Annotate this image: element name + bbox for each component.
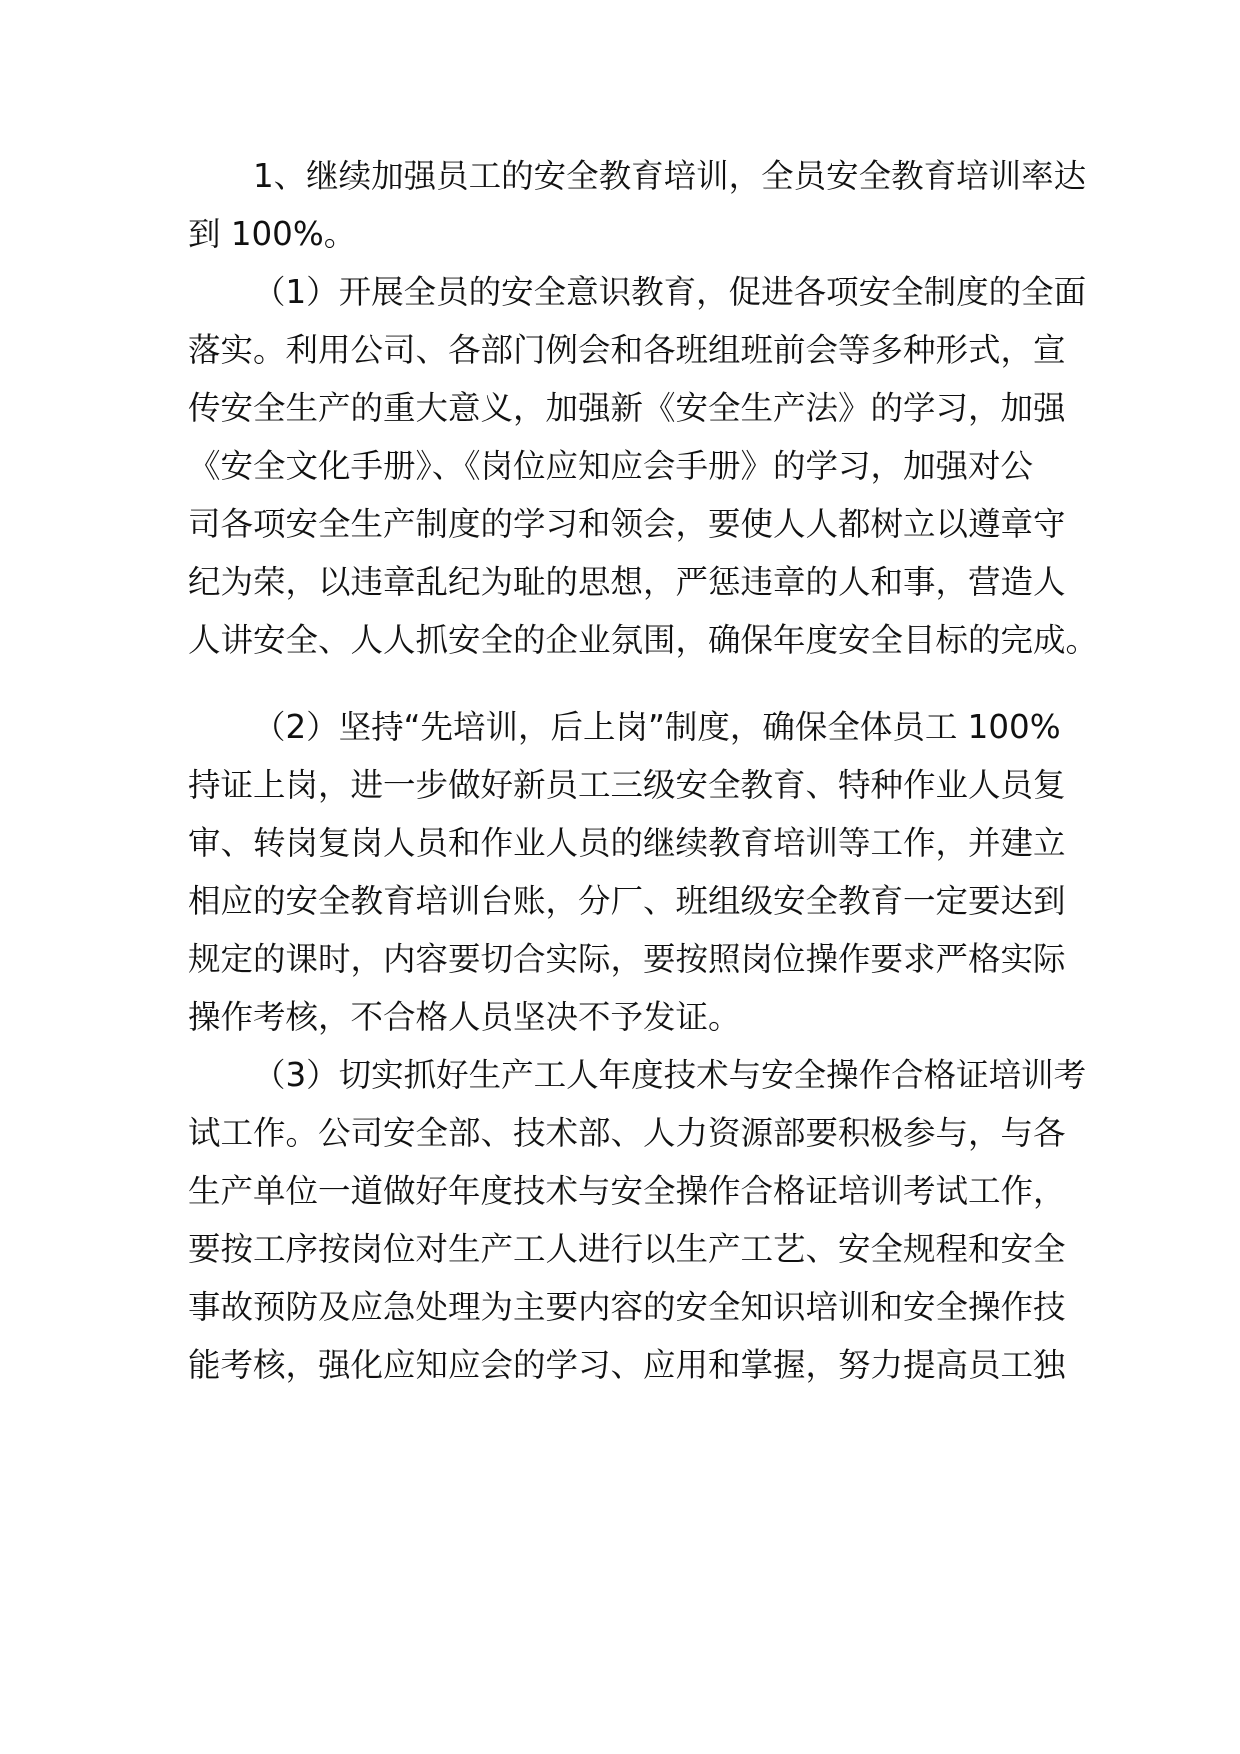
text-line: 要按工序按岗位对生产工人进行以生产工艺、安全规程和安全 (188, 1230, 1066, 1268)
text-line: （1）开展全员的安全意识教育，促进各项安全制度的全面 (253, 273, 1087, 311)
text-line: 持证上岗，进一步做好新员工三级安全教育、特种作业人员复 (188, 766, 1066, 804)
text-line: 事故预防及应急处理为主要内容的安全知识培训和安全操作技 (188, 1288, 1066, 1326)
text-line: 相应的安全教育培训台账，分厂、班组级安全教育一定要达到 (188, 882, 1066, 920)
text-line: 落实。利用公司、各部门例会和各班组班前会等多种形式，宣 (188, 331, 1066, 369)
text-line: 规定的课时，内容要切合实际，要按照岗位操作要求严格实际 (188, 940, 1066, 978)
text-line: 能考核，强化应知应会的学习、应用和掌握，努力提高员工独 (188, 1346, 1066, 1384)
text-line: （2）坚持“先培训，后上岗”制度，确保全体员工 100% (253, 708, 1061, 746)
text-line: 审、转岗复岗人员和作业人员的继续教育培训等工作，并建立 (188, 824, 1066, 862)
text-line: 操作考核，不合格人员坚决不予发证。 (188, 998, 741, 1036)
text-line: 试工作。公司安全部、技术部、人力资源部要积极参与，与各 (188, 1114, 1066, 1152)
text-line: 到 100%。 (188, 215, 357, 253)
text-line: 传安全生产的重大意义，加强新《安全生产法》的学习，加强 (188, 389, 1066, 427)
text-line: 纪为荣，以违章乱纪为耻的思想，严惩违章的人和事，营造人 (188, 563, 1066, 601)
text-line: 生产单位一道做好年度技术与安全操作合格证培训考试工作， (188, 1172, 1066, 1210)
text-line: 司各项安全生产制度的学习和领会，要使人人都树立以遵章守 (188, 505, 1066, 543)
text-line: （3）切实抓好生产工人年度技术与安全操作合格证培训考 (253, 1056, 1087, 1094)
text-line: 1、继续加强员工的安全教育培训，全员安全教育培训率达 (253, 157, 1087, 195)
text-line: 人讲安全、人人抓安全的企业氛围，确保年度安全目标的完成。 (188, 621, 1099, 659)
text-line: 《安全文化手册》、《岗位应知应会手册》的学习，加强对公 (188, 447, 1034, 485)
